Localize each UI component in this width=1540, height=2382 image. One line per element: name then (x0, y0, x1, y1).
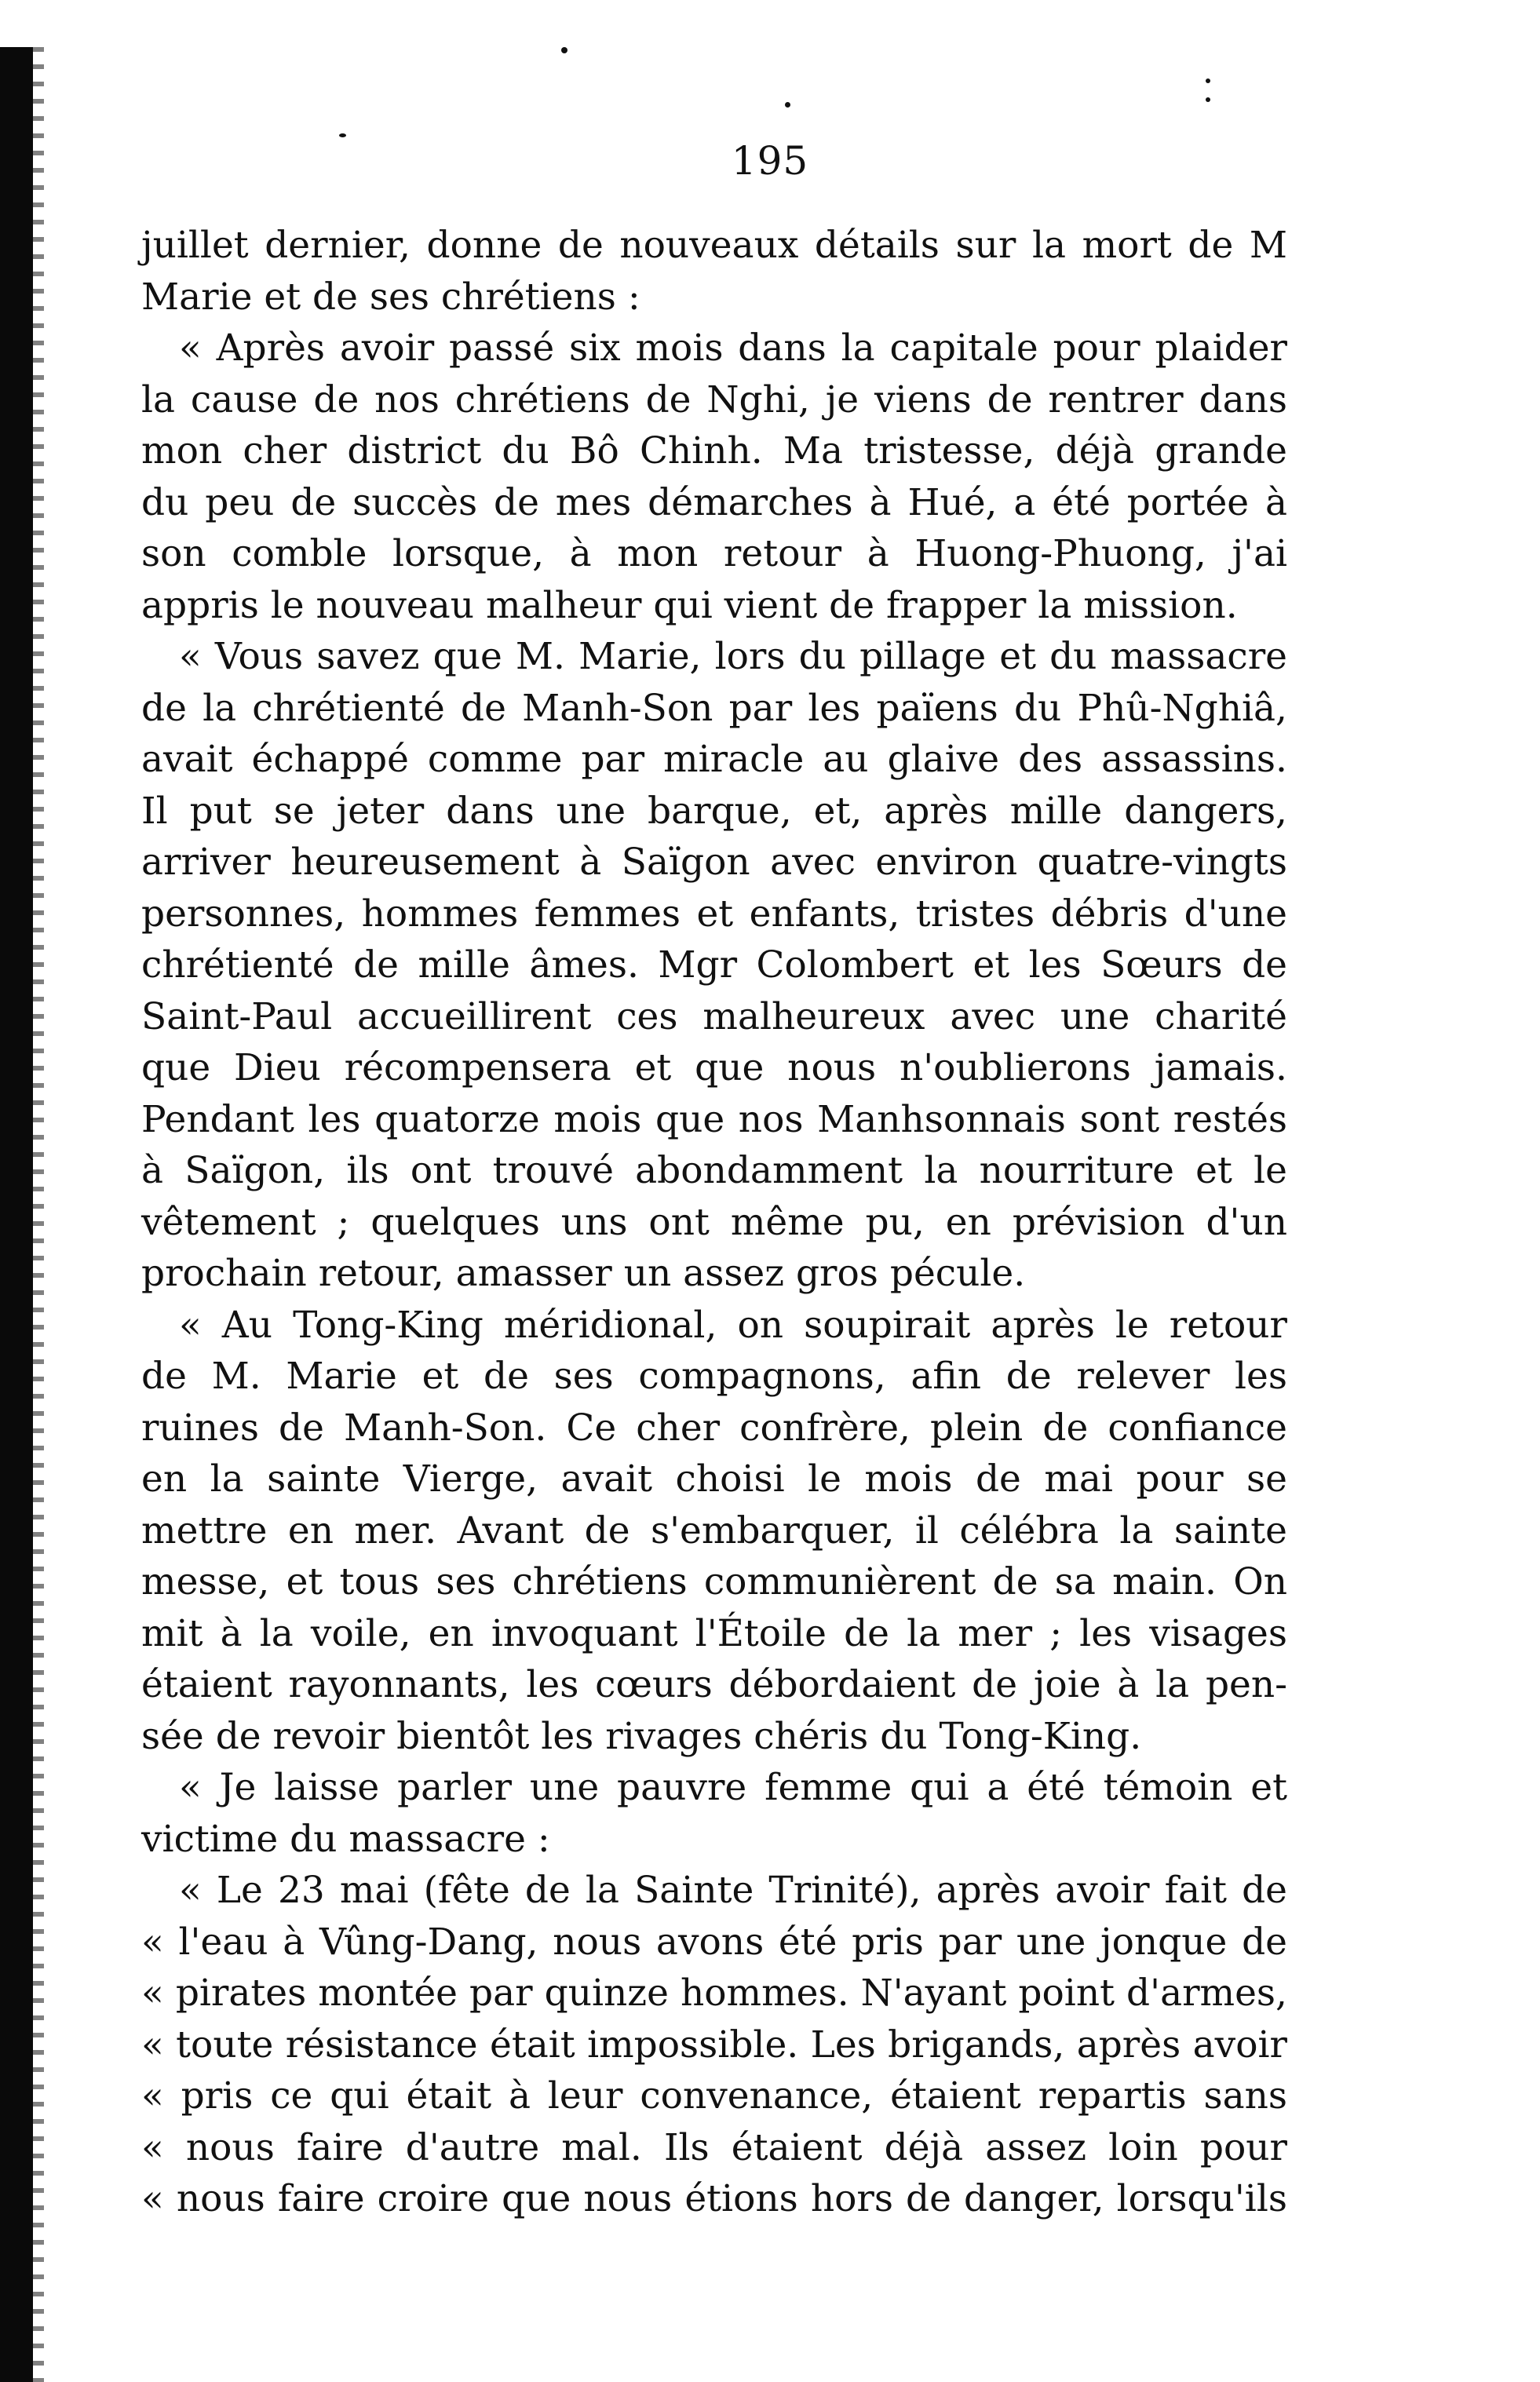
text-line: Saint-Paul accueillirent ces malheureux avec une charité (141, 994, 1287, 1038)
text-line: « toute résistance était impossible. Les brigands, après avoir (141, 2023, 1287, 2066)
text-line: personnes, hommes femmes et enfants, tristes débris d'une (141, 892, 1287, 936)
text-line: arriver heureusement à Saïgon avec environ quatre-vingts (141, 841, 1287, 884)
scan-speck (785, 102, 790, 108)
text-line: « Vous savez que M. Marie, lors du pillage et du massacre (179, 635, 1287, 678)
text-line: mon cher district du Bô Chinh. Ma tristesse, déjà grande (141, 429, 1287, 472)
scan-speck (1206, 78, 1210, 83)
text-line: « pris ce qui était à leur convenance, étaient repartis sans (141, 2074, 1287, 2118)
text-line: de M. Marie et de ses compagnons, afin de relever les (141, 1355, 1287, 1398)
text-line: « Au Tong-King méridional, on soupirait après le retour (179, 1303, 1287, 1347)
text-line: chrétienté de mille âmes. Mgr Colombert et les Sœurs de (141, 943, 1287, 987)
text-line: mit à la voile, en invoquant l'Étoile de la mer ; les visages (141, 1611, 1287, 1655)
text-line: « Après avoir passé six mois dans la capitale pour plaider (179, 326, 1287, 370)
text-line: vêtement ; quelques uns ont même pu, en prévision d'un (141, 1200, 1287, 1244)
text-line: prochain retour, amasser un assez gros pécule. (141, 1252, 1026, 1295)
text-line: messe, et tous ses chrétiens communièrent de sa main. On (141, 1560, 1287, 1603)
scan-speck (561, 47, 567, 53)
scan-binding-fringe (33, 47, 44, 2382)
text-line: « pirates montée par quinze hommes. N'ayant point d'armes, (141, 1972, 1287, 2015)
text-line: de la chrétienté de Manh-Son par les païens du Phû-Nghiâ, (141, 686, 1287, 730)
text-line: Il put se jeter dans une barque, et, après mille dangers, (141, 789, 1287, 833)
page-body-text (141, 220, 1287, 2225)
text-line: « nous faire croire que nous étions hors de danger, lorsqu'ils (141, 2177, 1287, 2220)
text-line: la cause de nos chrétiens de Nghi, je viens de rentrer dans (141, 378, 1287, 421)
page-number: 195 (731, 138, 809, 184)
text-line: son comble lorsque, à mon retour à Huong-Phuong, j'ai (141, 532, 1287, 575)
text-line: sée de revoir bientôt les rivages chéris du Tong-King. (141, 1714, 1142, 1758)
text-line: Pendant les quatorze mois que nos Manhsonnais sont restés (141, 1097, 1287, 1141)
scan-binding-edge (0, 47, 33, 2382)
text-line: du peu de succès de mes démarches à Hué, a été portée à (141, 480, 1287, 524)
text-line: à Saïgon, ils ont trouvé abondamment la nourriture et le (141, 1149, 1287, 1192)
text-line: juillet dernier, donne de nouveaux détails sur la mort de M (141, 224, 1287, 267)
scan-speck (339, 133, 346, 137)
text-line: que Dieu récompensera et que nous n'oublierons jamais. (141, 1046, 1287, 1089)
text-line: « Le 23 mai (fête de la Sainte Trinité), après avoir fait de (179, 1869, 1287, 1912)
scan-speck (1206, 97, 1210, 102)
text-line: Marie et de ses chrétiens : (141, 275, 640, 319)
text-line: « Je laisse parler une pauvre femme qui a été témoin et (179, 1766, 1287, 1809)
text-line: appris le nouveau malheur qui vient de frapper la mission. (141, 583, 1238, 627)
text-line: ruines de Manh-Son. Ce cher confrère, plein de confiance (141, 1406, 1287, 1450)
text-line: avait échappé comme par miracle au glaive des assassins. (141, 738, 1287, 781)
text-line: « l'eau à Vûng-Dang, nous avons été pris par une jonque de (141, 1920, 1287, 1964)
text-line: mettre en mer. Avant de s'embarquer, il célébra la sainte (141, 1508, 1287, 1552)
text-line: victime du massacre : (141, 1817, 550, 1861)
text-line: étaient rayonnants, les cœurs débordaient de joie à la pen- (141, 1663, 1287, 1706)
text-line: en la sainte Vierge, avait choisi le mois de mai pour se (141, 1457, 1287, 1501)
text-line: « nous faire d'autre mal. Ils étaient déjà assez loin pour (141, 2125, 1287, 2169)
